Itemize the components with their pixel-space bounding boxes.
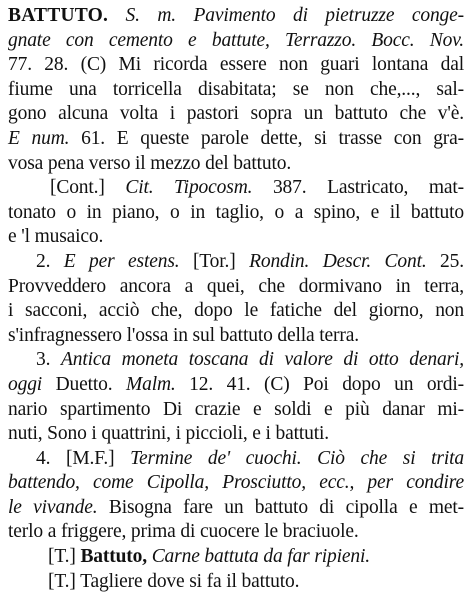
line-10 [8,225,464,250]
line-3 [8,53,464,78]
line-24 [8,570,464,594]
line-segment: S. m. Pavimento di pietruzze conge- [125,5,464,26]
line-segment: Malm. [126,373,176,395]
line-5 [8,102,464,127]
line-segment: 25. [426,250,464,272]
line-19 [8,447,464,472]
line-16 [8,373,464,398]
line-segment: 12. 41. (C) Poi dopo un ordi- [175,373,464,395]
line-20 [8,471,464,496]
line-segment: nuti, Sono i quattrini, i piccioli, e i battuti. [8,423,330,445]
line-segment: [Cont.] [50,177,126,199]
line-2 [8,29,464,54]
line-12 [8,275,464,300]
line-segment: tonato o in piano, o in taglio, o a spino, e il battuto [8,201,464,223]
line-segment: gono alcuna volta i pastori sopra un battuto che v'è. [8,103,464,125]
line-segment: Antica moneta toscana di valore di otto denari, [60,349,464,371]
line-segment: 61. E queste parole dette, si trasse con gra- [69,127,464,149]
line-segment: E per estens. [63,250,180,272]
line-segment: [T.] Tagliere dove si fa il battuto. [48,570,300,592]
line-14 [8,324,464,349]
line-segment: Battuto, [80,546,147,568]
line-segment: 3. [36,349,61,371]
line-segment: 4. [M.F.] [36,447,131,469]
line-1 [8,4,464,29]
line-segment: oggi [8,373,43,395]
line-segment: E num. [8,127,70,149]
line-8 [8,176,464,201]
line-segment: Bisogna fare un battuto di cipolla e met- [97,496,464,518]
line-segment: s'infragnessero l'ossa in sul battuto della terra. [8,324,359,346]
line-6 [8,127,464,152]
line-segment: [Tor.] [179,250,250,272]
line-segment: Duetto. [42,373,127,395]
line-segment: e 'l musaico. [8,226,104,248]
line-18 [8,422,464,447]
line-7 [8,152,464,177]
line-17 [8,398,464,423]
line-15 [8,348,464,373]
line-segment: 77. 28. (C) Mi ricorda essere non guari lontana dal [8,54,464,76]
line-segment: gnate con cemento e battute, Terrazzo. Bocc. Nov. [8,29,464,51]
line-segment: Provveddero ancora a quei, che dormivano in terra, [8,275,464,297]
line-23 [8,545,464,570]
line-segment: battendo, come Cipolla, Prosciutto, ecc., per condire [8,472,464,494]
line-segment: nario spartimento Di crazie e soldi e più danar mi- [8,398,464,420]
line-segment: Carne battuta da far ripieni. [151,546,370,568]
line-segment: le vivande. [8,496,98,518]
line-21 [8,496,464,521]
line-11 [8,250,464,275]
line-13 [8,299,464,324]
line-9 [8,201,464,226]
line-segment: fiume una torricella disabitata; se non che,..., sal- [8,78,464,100]
line-segment [108,5,125,26]
line-segment: BATTUTO. [8,5,109,26]
line-segment: terlo a friggere, prima di cuocere le braciuole. [8,521,359,543]
line-22 [8,520,464,545]
line-segment: vosa pena verso il mezzo del battuto. [8,152,292,174]
line-segment: 2. [36,250,64,272]
line-4 [8,78,464,103]
line-segment: Rondin. Descr. Cont. [249,250,427,272]
line-segment: Termine de' cuochi. Ciò che si trita [130,447,464,469]
line-segment: Cit. Tipocosm. [125,177,253,199]
line-segment: [T.] [48,546,81,568]
line-segment: 387. Lastricato, mat- [252,177,464,199]
line-segment: i sacconi, acciò che, dopo le fatiche del giorno, non [8,300,464,322]
